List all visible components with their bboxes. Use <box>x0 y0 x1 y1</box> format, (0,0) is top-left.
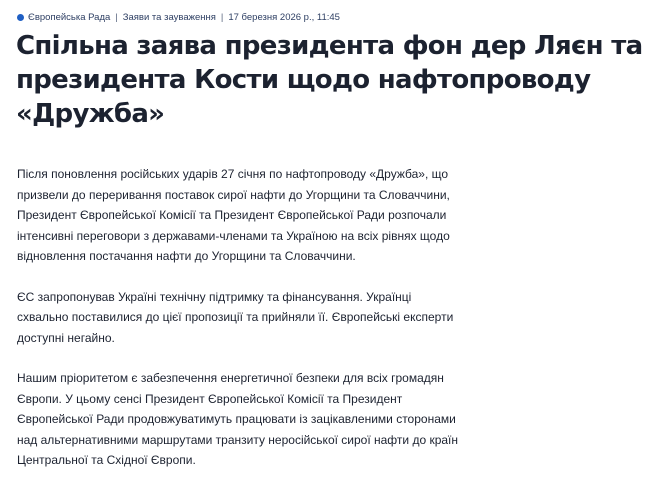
page-title <box>16 29 648 131</box>
publish-date: 17 березня 2026 р., 11:45 <box>228 11 340 23</box>
paragraph-line: ЄС запропонував Україні технічну підтримку та фінансування. Українці <box>17 289 412 304</box>
title-line: «Дружба» <box>16 99 165 129</box>
article-paragraph <box>17 368 497 471</box>
source-dot-icon <box>17 14 24 21</box>
title-line: президента Кости щодо нафтопроводу <box>16 65 591 95</box>
meta-separator: | <box>220 11 224 23</box>
paragraph-line: призвели до переривання поставок сирої нафти до Угорщини та Словаччини, <box>17 187 450 202</box>
paragraph-line: інтенсивні переговори з державами-членами та Україною на всіх рівнях щодо <box>17 228 450 243</box>
paragraph-line: Президент Європейської Комісії та Президент Європейської Ради розпочали <box>17 208 447 222</box>
paragraph-line: Центральної та Східної Європи. <box>17 453 196 467</box>
article-paragraph <box>17 287 497 349</box>
paragraph-line: над альтернативними маршрутами транзиту неросійської сирої нафти до країн <box>17 432 459 447</box>
paragraph-line: відновлення постачання нафти до Угорщини та Словаччини. <box>17 249 356 263</box>
title-line: Спільна заява президента фон дер Ляєн та <box>16 31 643 61</box>
paragraph-line: Європи. У цьому сенсі Президент Європейської Комісії та Президент <box>17 391 403 406</box>
article-paragraph <box>17 164 497 267</box>
paragraph-line: доступні негайно. <box>17 330 115 345</box>
paragraph-line: Нашим пріоритетом є забезпечення енергетичної безпеки для всіх громадян <box>17 371 444 385</box>
paragraph-line: схвально поставилися до цієї пропозиції та прийняли її. Європейські експерти <box>17 310 454 324</box>
article-meta <box>17 9 340 25</box>
source-link[interactable]: Європейська Рада <box>28 11 111 23</box>
article-body <box>17 164 497 491</box>
category-link[interactable]: Заяви та зауваження <box>122 11 216 23</box>
meta-separator: | <box>115 11 118 23</box>
paragraph-line: Після поновлення російських ударів 27 січня по нафтопроводу «Дружба», що <box>17 167 449 181</box>
paragraph-line: Європейської Ради продовжуватимуть працювати із зацікавленими сторонами <box>17 412 456 426</box>
